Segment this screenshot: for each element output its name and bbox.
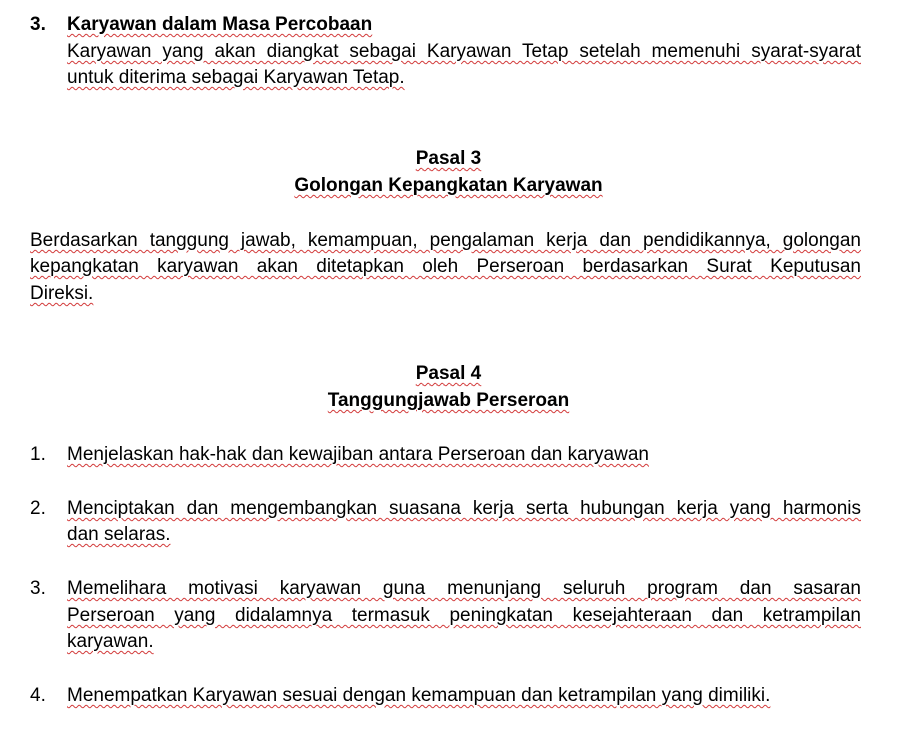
list-item-line: Memelihara motivasi karyawan guna menunjang seluruh program dan sasaran	[67, 578, 861, 599]
paragraph-line: Berdasarkan tanggung jawab, kemampuan, pengalaman kerja dan pendidikannya, golongan	[30, 230, 861, 251]
paragraph-line: kepangkatan karyawan akan ditetapkan oleh Perseroan berdasarkan Surat Keputusan	[30, 256, 861, 277]
list-item-line: Menempatkan Karyawan sesuai dengan kemampuan dan ketrampilan yang dimiliki.	[67, 685, 771, 706]
pasal-subheading: Golongan Kepangkatan Karyawan	[294, 175, 603, 196]
list-item-number: 3.	[30, 578, 46, 599]
list-item-number: 1.	[30, 444, 46, 465]
section-text-line: untuk diterima sebagai Karyawan Tetap.	[67, 67, 405, 88]
section-text-line: Karyawan yang akan diangkat sebagai Karyawan Tetap setelah memenuhi syarat-syarat	[67, 41, 861, 62]
list-item-line: dan selaras.	[67, 524, 171, 545]
list-item-line: Menciptakan dan mengembangkan suasana kerja serta hubungan kerja yang harmonis	[67, 498, 861, 519]
list-item-line: Perseroan yang didalamnya termasuk peningkatan kesejahteraan dan ketrampilan	[67, 605, 861, 626]
paragraph-line: Direksi.	[30, 283, 94, 304]
list-item-number: 4.	[30, 685, 46, 706]
list-item-line: Menjelaskan hak-hak dan kewajiban antara Perseroan dan karyawan	[67, 444, 649, 465]
section-number: 3.	[30, 14, 46, 35]
pasal-subheading: Tanggungjawab Perseroan	[327, 390, 570, 411]
pasal-heading: Pasal 3	[415, 148, 482, 169]
pasal-heading: Pasal 4	[415, 363, 482, 384]
list-item-number: 2.	[30, 498, 46, 519]
list-item-line: karyawan.	[67, 631, 154, 652]
section-title: Karyawan dalam Masa Percobaan	[67, 14, 373, 35]
